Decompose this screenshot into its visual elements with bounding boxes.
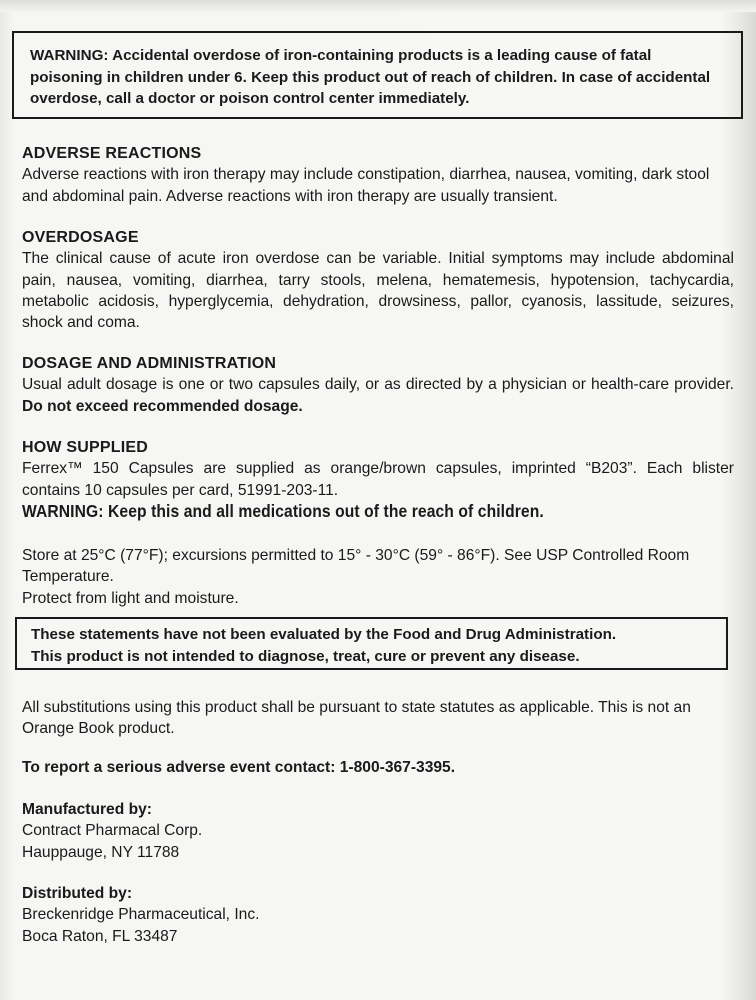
distributor-heading: Distributed by: <box>22 885 133 902</box>
storage-section <box>22 545 734 609</box>
manufacturer-address: Hauppauge, NY 11788 <box>22 843 180 861</box>
overdosage-body: The clinical cause of acute iron overdose can be variable. Initial symptoms may include abdominal pain, nausea, vomiting, diarrhea, tarry stools, melena, hematemesis, hypotension, tachycardia, metabolic acidosis, hyperglycemia, dehydration, drowsiness, pallor, cyanosis, lassitude, seizures, shock and coma. <box>22 250 734 332</box>
report-contact: To report a serious adverse event contact: 1-800-367-3395. <box>22 759 456 776</box>
adverse-reactions-heading: ADVERSE REACTIONS <box>22 145 202 162</box>
fda-disclaimer-line-2: This product is not intended to diagnose, treat, cure or prevent any disease. <box>31 647 580 665</box>
fda-disclaimer-line-1: These statements have not been evaluated by the Food and Drug Administration. <box>31 626 617 643</box>
dosage-heading: DOSAGE AND ADMINISTRATION <box>22 355 277 372</box>
overdosage-heading: OVERDOSAGE <box>22 229 139 246</box>
report-section <box>22 757 734 778</box>
how-supplied-body: Ferrex™ 150 Capsules are supplied as orange/brown capsules, imprinted “B203”. Each blister contains 10 capsules per card, 51991-203-11. <box>22 460 734 499</box>
dosage-section <box>22 353 734 417</box>
distributor-address: Boca Raton, FL 33487 <box>22 927 178 945</box>
iron-overdose-warning-box <box>12 31 743 119</box>
dosage-emphasis: Do not exceed recommended dosage. <box>22 397 303 415</box>
adverse-reactions-section <box>22 143 734 207</box>
iron-overdose-warning-text: WARNING: Accidental overdose of iron-containing products is a leading cause of fatal poisoning in children under 6. Keep this product out of reach of children. In case of accidental overdose, call a doctor or poison control center immediately. <box>30 47 711 107</box>
distributor-name: Breckenridge Pharmaceutical, Inc. <box>22 906 260 924</box>
substitutions-section <box>22 697 734 740</box>
overdosage-section <box>22 227 734 333</box>
manufacturer-heading: Manufactured by: <box>22 801 152 818</box>
adverse-reactions-body: Adverse reactions with iron therapy may include constipation, diarrhea, nausea, vomiting, dark stool and abdominal pain. Adverse reactions with iron therapy are usually transient. <box>22 166 710 205</box>
how-supplied-section <box>22 437 734 501</box>
distributor-section <box>22 883 734 947</box>
light-moisture-text: Protect from light and moisture. <box>22 589 239 607</box>
storage-text: Store at 25°C (77°F); excursions permitted to 15° - 30°C (59° - 86°F). See USP Controlled Room Temperature. <box>22 547 690 586</box>
keep-away-warning: WARNING: Keep this and all medications out of the reach of children. <box>22 501 544 521</box>
how-supplied-heading: HOW SUPPLIED <box>22 439 148 456</box>
fda-disclaimer-box <box>15 617 728 670</box>
manufacturer-name: Contract Pharmacal Corp. <box>22 822 203 840</box>
manufacturer-section <box>22 799 734 863</box>
dosage-body: Usual adult dosage is one or two capsules daily, or as directed by a physician or health-care provider. <box>22 376 734 394</box>
substitutions-text: All substitutions using this product shall be pursuant to state statutes as applicable. This is not an Orange Book product. <box>22 699 691 738</box>
panel-top-edge <box>0 0 756 12</box>
